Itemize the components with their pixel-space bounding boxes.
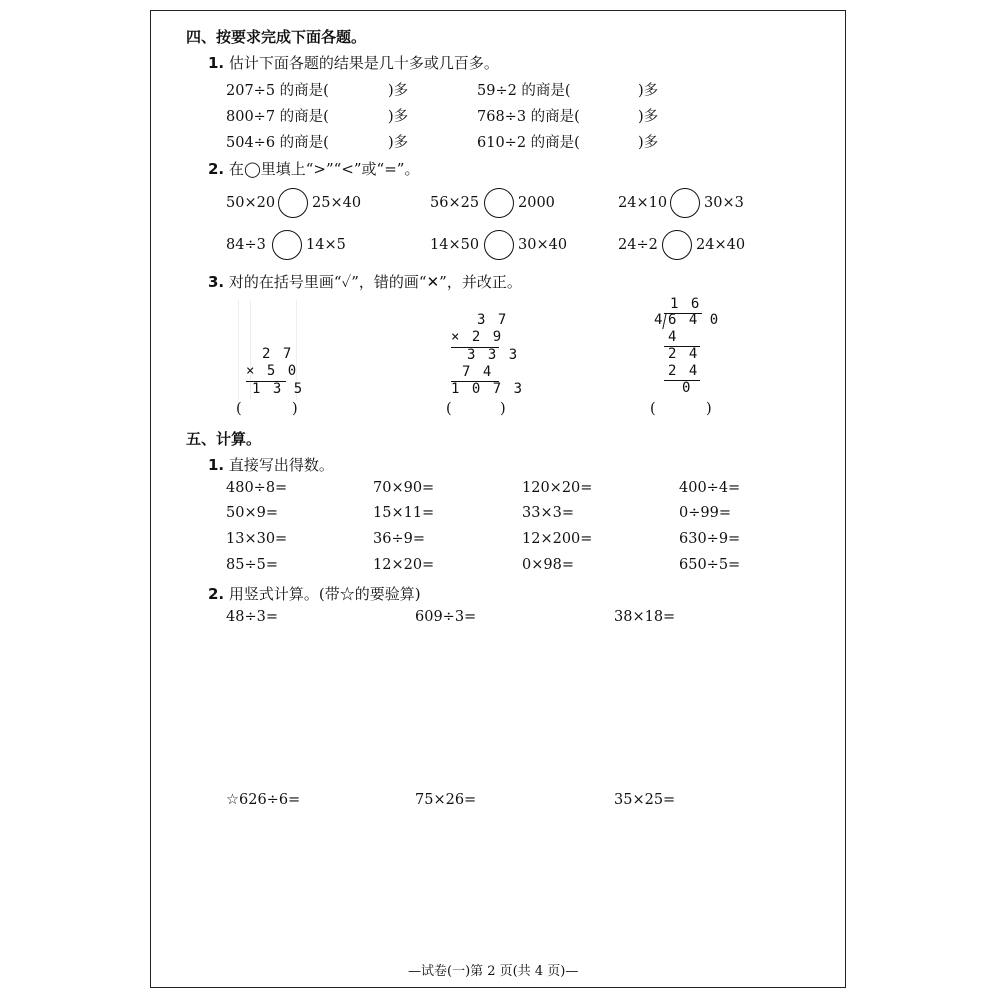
calc-line: 7 4 xyxy=(462,364,494,380)
q4-2-number: 2. xyxy=(208,160,225,178)
answer-paren-open: ( xyxy=(446,401,452,417)
compare-left: 24÷2 xyxy=(618,237,658,253)
mental-math-item: 70×90= xyxy=(373,480,435,496)
calc-line: 3 7 xyxy=(477,312,509,328)
estimate-item: 504÷6 的商是( xyxy=(226,135,329,151)
estimate-item: 800÷7 的商是( xyxy=(226,109,329,125)
scan-artifact xyxy=(238,300,239,400)
compare-circle-input[interactable] xyxy=(272,230,302,260)
circle-glyph-icon: ◯ xyxy=(243,160,261,178)
compare-left: 56×25 xyxy=(430,195,480,211)
compare-circle-input[interactable] xyxy=(670,188,700,218)
estimate-suffix: )多 xyxy=(388,135,409,151)
q5-2-prompt: 2. 用竖式计算。(带☆的要验算) xyxy=(208,585,421,603)
q5-2-number: 2. xyxy=(208,585,225,603)
compare-right: 30×40 xyxy=(518,237,568,253)
estimate-item: 207÷5 的商是( xyxy=(226,83,329,99)
calc-line: 0 xyxy=(682,380,693,396)
q4-2-prompt: 2. 在◯里填上“>”“<”或“=”。 xyxy=(208,160,420,178)
estimate-suffix: )多 xyxy=(638,83,659,99)
mental-math-item: 15×11= xyxy=(373,505,435,521)
mental-math-item: 12×20= xyxy=(373,557,435,573)
estimate-item: 59÷2 的商是( xyxy=(477,83,571,99)
vertical-calc-item: 35×25= xyxy=(614,792,676,808)
answer-paren-close: ) xyxy=(500,401,506,417)
compare-right: 2000 xyxy=(518,195,555,211)
compare-right: 14×5 xyxy=(306,237,346,253)
scan-artifact xyxy=(250,300,251,400)
answer-paren-open: ( xyxy=(650,401,656,417)
mental-math-item: 120×20= xyxy=(522,480,593,496)
mental-math-item: 33×3= xyxy=(522,505,574,521)
compare-right: 30×3 xyxy=(704,195,744,211)
estimate-item: 610÷2 的商是( xyxy=(477,135,580,151)
calc-line: 4 xyxy=(668,329,679,345)
compare-left: 50×20 xyxy=(226,195,276,211)
calc-quotient: 1 6 xyxy=(670,296,702,312)
section-4-title: 四、按要求完成下面各题。 xyxy=(186,28,367,46)
compare-left: 14×50 xyxy=(430,237,480,253)
calc-line: × 2 9 xyxy=(451,329,504,345)
vertical-calc-item: ☆626÷6= xyxy=(226,792,301,808)
mental-math-item: 0×98= xyxy=(522,557,574,573)
compare-left: 84÷3 xyxy=(226,237,266,253)
calc-line: 3 3 3 xyxy=(467,347,520,363)
q5-1-prompt: 1. 直接写出得数。 xyxy=(208,456,334,474)
calc-line: 1 0 7 3 xyxy=(451,381,525,397)
estimate-item: 768÷3 的商是( xyxy=(477,109,580,125)
answer-paren-close: ) xyxy=(706,401,712,417)
q4-1-prompt xyxy=(208,52,499,73)
answer-paren-close: ) xyxy=(292,401,298,417)
estimate-suffix: )多 xyxy=(638,109,659,125)
page-border xyxy=(150,10,846,988)
mental-math-item: 50×9= xyxy=(226,505,278,521)
page-footer: —试卷(一)第 2 页(共 4 页)— xyxy=(408,964,579,979)
vertical-calc-item: 609÷3= xyxy=(415,609,477,625)
calc-line: 1 3 5 xyxy=(252,381,305,397)
vertical-calc-item: 75×26= xyxy=(415,792,477,808)
q4-3-number: 3. xyxy=(208,273,225,291)
calc-line: 2 4 xyxy=(668,363,700,379)
mental-math-item: 85÷5= xyxy=(226,557,278,573)
estimate-suffix: )多 xyxy=(638,135,659,151)
estimate-suffix: )多 xyxy=(388,83,409,99)
vertical-calc-item: 38×18= xyxy=(614,609,676,625)
mental-math-item: 36÷9= xyxy=(373,531,425,547)
calc-line: 2 7 xyxy=(262,346,294,362)
mental-math-item: 630÷9= xyxy=(679,531,741,547)
q4-1-number: 1. xyxy=(208,54,225,72)
q5-1-number: 1. xyxy=(208,456,225,474)
answer-paren-open: ( xyxy=(236,401,242,417)
compare-circle-input[interactable] xyxy=(662,230,692,260)
mental-math-item: 12×200= xyxy=(522,531,593,547)
compare-left: 24×10 xyxy=(618,195,668,211)
section-5-title: 五、计算。 xyxy=(186,430,262,448)
calc-dividend: 6 4 0 xyxy=(668,312,721,328)
mental-math-item: 0÷99= xyxy=(679,505,731,521)
q4-3-prompt: 3. 对的在括号里画“✓”，错的画“✕”，并改正。 xyxy=(208,273,522,291)
compare-circle-input[interactable] xyxy=(484,230,514,260)
vertical-calc-item: 48÷3= xyxy=(226,609,278,625)
mental-math-item: 650÷5= xyxy=(679,557,741,573)
compare-right: 24×40 xyxy=(696,237,746,253)
compare-circle-input[interactable] xyxy=(278,188,308,218)
compare-right: 25×40 xyxy=(312,195,362,211)
mental-math-item: 13×30= xyxy=(226,531,288,547)
calc-line: × 5 0 xyxy=(246,363,299,379)
calc-line: 2 4 xyxy=(668,346,700,362)
calc-divisor: 4 xyxy=(654,312,665,328)
q4-1-text: 估计下面各题的结果是几十多或几百多。 xyxy=(228,54,499,72)
mental-math-item: 400÷4= xyxy=(679,480,741,496)
estimate-suffix: )多 xyxy=(388,109,409,125)
compare-circle-input[interactable] xyxy=(484,188,514,218)
mental-math-item: 480÷8= xyxy=(226,480,288,496)
